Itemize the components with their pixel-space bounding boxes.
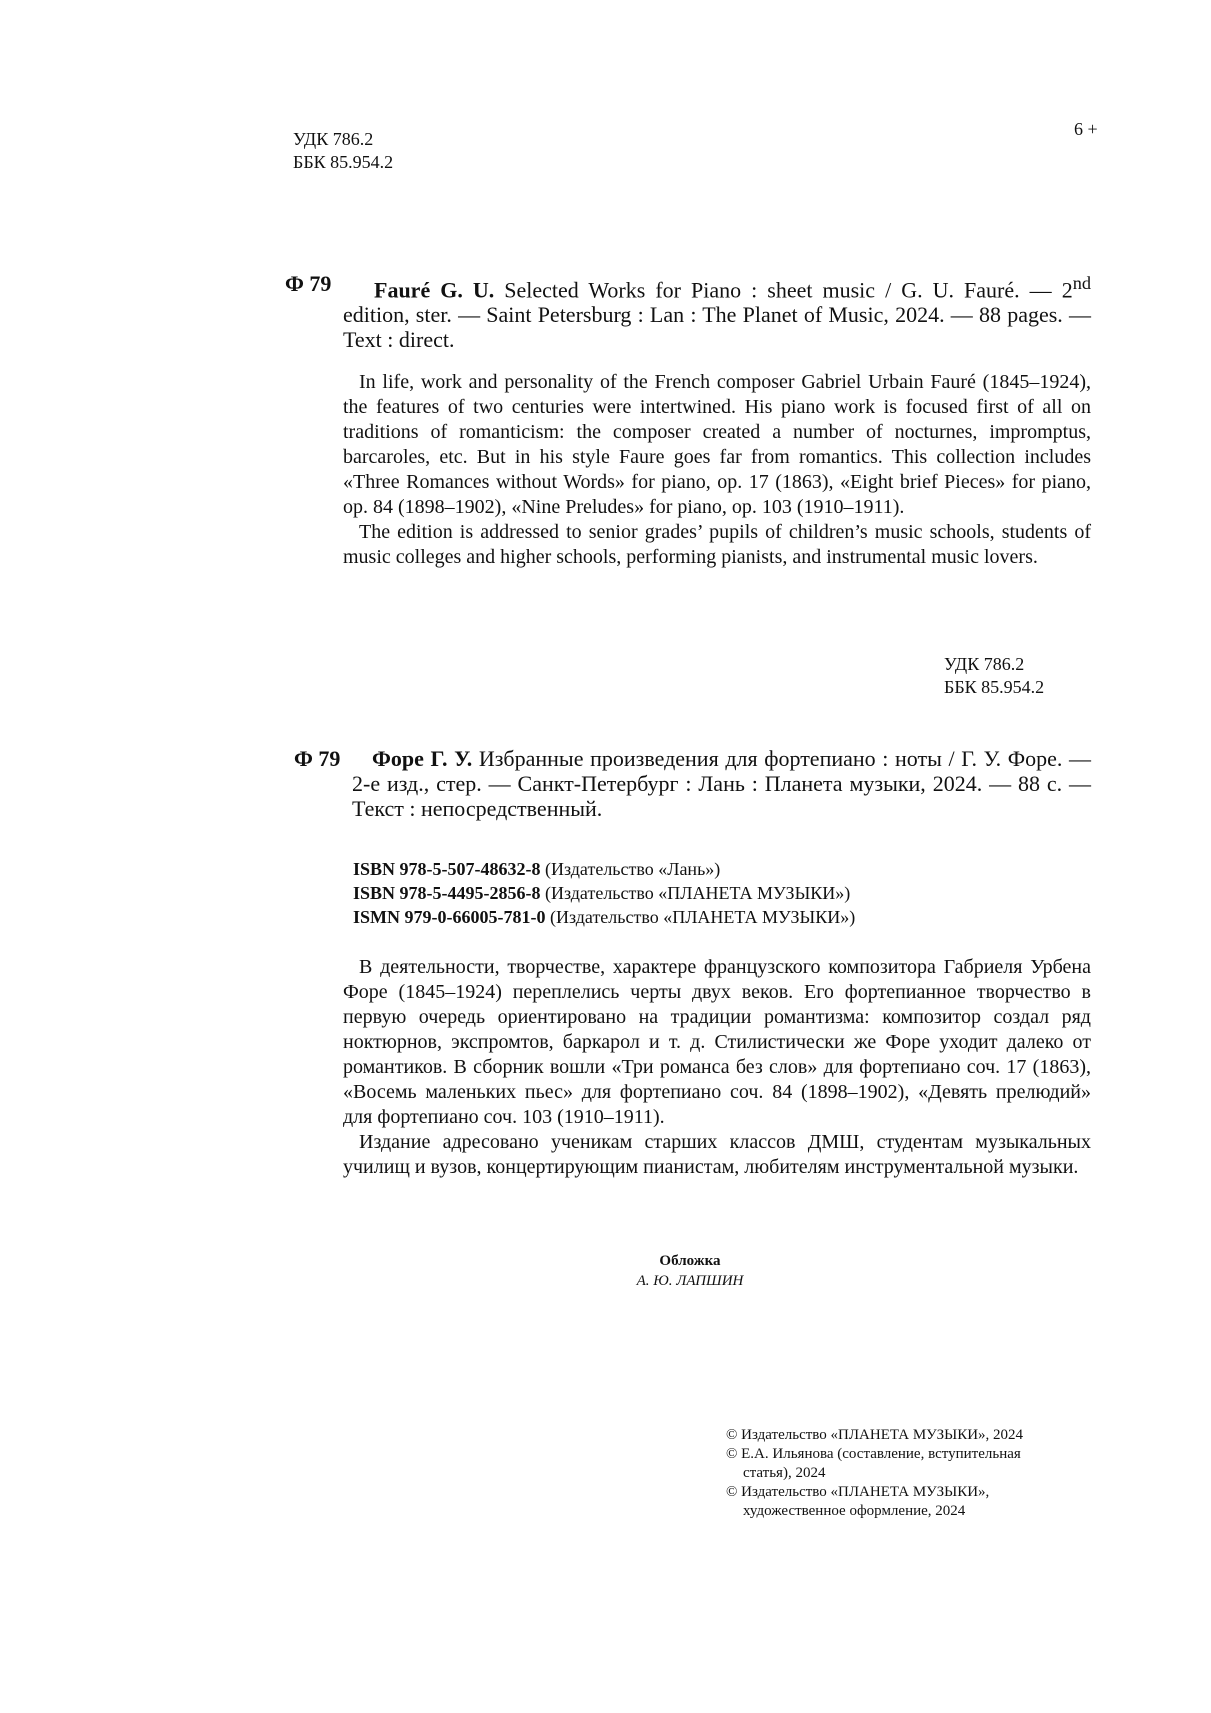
isbn-list [353, 857, 855, 929]
annotation-paragraph: В деятельности, творчестве, характере французского композитора Габриеля Урбена Форе (1845–1924) переплелись черты двух веков. Его фортепианное творчество в первую очередь ориентировано на традиции романтизма: композитор создал ряд ноктюрнов, экспромтов, баркарол и т. д. Стилистически же Форе уходит далеко от романтиков. В сборник вошли «Три романса без слов» для фортепиано соч. 17 (1863), «Восемь маленьких пьес» для фортепиано соч. 84 (1898–1902), «Девять прелюдий» для фортепиано соч. 103 (1910–1911). [343, 956, 1091, 1128]
isbn-line [353, 881, 855, 905]
copyright-block [726, 1426, 1066, 1521]
annotation-paragraph: The edition is addressed to senior grades’ pupils of children’s music schools, students of music colleges and higher schools, performing pianists, and instrumental music lovers. [343, 521, 1091, 568]
entry-edition-details: edition, ster. — Saint Petersburg : Lan : The Planet of Music, 2024. — 88 pages. — Text : direct. [343, 302, 1091, 353]
author-name: Fauré G. U. [374, 277, 495, 303]
entry-details: Избранные произведения для фортепиано : ноты / Г. У. Форе. — 2-е изд., стер. — Санкт-Петербург : Лань : Планета музыки, 2024. — 88 с. — Текст : непосредственный. [352, 746, 1091, 821]
entry-body [352, 746, 1091, 821]
russian-annotation [343, 955, 1091, 1180]
entry-title-line: Selected Works for Piano : sheet music / G. U. Fauré. — [504, 277, 1052, 303]
isbn-publisher: (Издательство «Лань») [545, 859, 721, 879]
ismn-publisher: (Издательство «ПЛАНЕТА МУЗЫКИ») [549, 907, 856, 927]
udk-code: УДК 786.2 [944, 654, 1025, 674]
edition-number: 2 [1061, 277, 1073, 303]
edition-suffix: nd [1072, 273, 1092, 293]
age-rating: 6 + [1074, 119, 1098, 139]
copyright-line: © Издательство «ПЛАНЕТА МУЗЫКИ», 2024 [726, 1427, 1024, 1443]
udk-code: УДК 786.2 [293, 129, 374, 149]
middle-classification [944, 653, 1044, 699]
ismn-line [353, 905, 855, 929]
top-classification [293, 128, 393, 174]
entry-body [343, 271, 1091, 352]
copyright-line: © Е.А. Ильянова (составление, вступительная статья), 2024 [726, 1446, 1021, 1481]
cover-artist: А. Ю. ЛАПШИН [636, 1273, 744, 1289]
author-name: Форе Г. У. [372, 746, 473, 771]
cover-credit [560, 1251, 820, 1291]
cover-label: Обложка [659, 1253, 721, 1269]
isbn-line [353, 857, 855, 881]
english-annotation [343, 370, 1091, 570]
annotation-paragraph: Издание адресовано ученикам старших классов ДМШ, студентам музыкальных училищ и вузов, концертирующим пианистам, любителям инструментальной музыки. [343, 1131, 1091, 1178]
isbn-number: ISBN 978-5-507-48632-8 [353, 859, 541, 879]
english-bibliographic-entry [285, 271, 1091, 352]
copyright-line: © Издательство «ПЛАНЕТА МУЗЫКИ», художественное оформление, 2024 [726, 1484, 990, 1519]
annotation-paragraph: In life, work and personality of the French composer Gabriel Urbain Fauré (1845–1924), the features of two centuries were intertwined. His piano work is focused first of all on traditions of romanticism: the composer created a number of nocturnes, impromptus, barcaroles, etc. But in his style Faure goes far from romantics. This collection includes «Three Romances without Words» for piano, op. 17 (1863), «Eight brief Pieces» for piano, op. 84 (1898–1902), «Nine Preludes» for piano, op. 103 (1910–1911). [343, 371, 1091, 518]
bbk-code: ББК 85.954.2 [293, 152, 394, 172]
ismn-number: ISMN 979-0-66005-781-0 [353, 907, 546, 927]
bbk-code: ББК 85.954.2 [944, 677, 1045, 697]
author-sign-code: Ф 79 [294, 746, 341, 771]
author-sign-code: Ф 79 [285, 271, 332, 296]
isbn-number: ISBN 978-5-4495-2856-8 [353, 883, 541, 903]
russian-bibliographic-entry [294, 746, 1091, 821]
isbn-publisher: (Издательство «ПЛАНЕТА МУЗЫКИ») [545, 883, 851, 903]
